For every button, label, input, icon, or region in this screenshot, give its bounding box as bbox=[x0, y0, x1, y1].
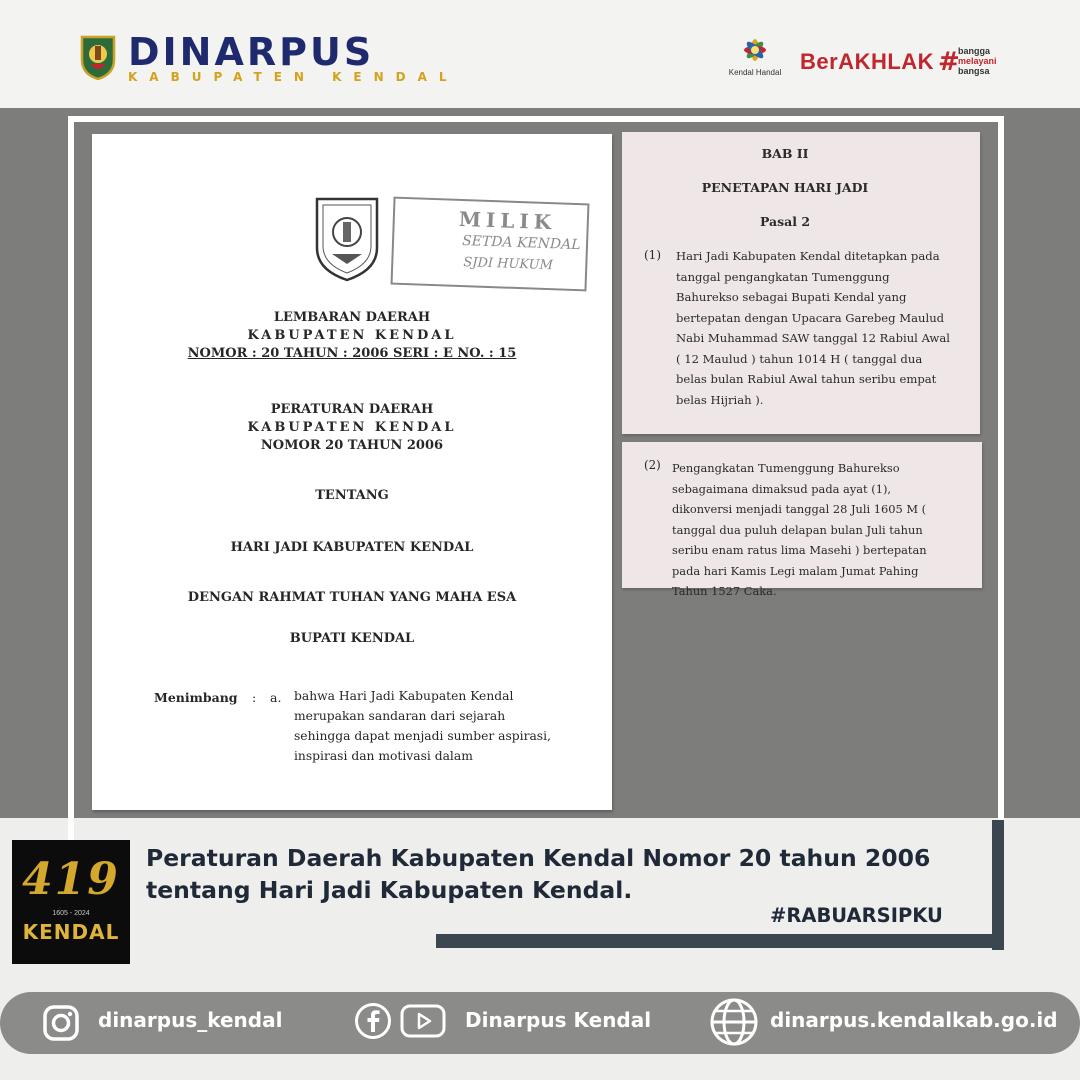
hashtag: #RABUARSIPKU bbox=[770, 904, 943, 927]
doc-rahmat: DENGAN RAHMAT TUHAN YANG MAHA ESA bbox=[187, 590, 517, 605]
caption-line-1: Peraturan Daerah Kabupaten Kendal Nomor 20 tahun 2006 bbox=[146, 844, 931, 872]
anniversary-number: 419 bbox=[22, 854, 120, 905]
doc-ayat-1-number: (1) bbox=[644, 248, 661, 262]
header bbox=[0, 0, 1080, 108]
brand-name: DINARPUS bbox=[128, 30, 375, 74]
frame-accent-right bbox=[992, 820, 1004, 950]
anniversary-name: KENDAL bbox=[22, 920, 120, 944]
brand-subtitle: KABUPATEN KENDAL bbox=[128, 70, 459, 84]
document-scan-ayat-2 bbox=[622, 442, 982, 598]
doc-bab-heading: BAB II bbox=[761, 146, 809, 161]
archive-stamp: MILIK SETDA KENDAL SJDI HUKUM bbox=[391, 197, 590, 292]
doc-kabupaten-kendal-1: KABUPATEN KENDAL bbox=[247, 328, 457, 343]
doc-menimbang-label: Menimbang bbox=[154, 690, 238, 705]
facebook-icon[interactable] bbox=[354, 1002, 392, 1040]
doc-lembaran-daerah: LEMBARAN DAERAH bbox=[273, 310, 431, 325]
document-scan-main bbox=[92, 134, 612, 810]
kendal-handal-label: Kendal Handal bbox=[728, 68, 782, 77]
doc-bupati: BUPATI KENDAL bbox=[289, 631, 415, 646]
youtube-icon[interactable] bbox=[400, 1004, 446, 1038]
instagram-handle[interactable]: dinarpus_kendal bbox=[98, 1008, 283, 1032]
instagram-icon[interactable] bbox=[42, 1004, 80, 1042]
doc-menimbang-point: a. bbox=[270, 690, 282, 705]
doc-penetapan-heading: PENETAPAN HARI JADI bbox=[701, 180, 869, 195]
doc-ayat-2-number: (2) bbox=[644, 458, 661, 472]
anniversary-badge bbox=[12, 840, 130, 964]
doc-kabupaten-kendal-2: KABUPATEN KENDAL bbox=[247, 420, 457, 435]
kendal-crest-icon bbox=[78, 34, 118, 80]
doc-nomor: NOMOR 20 TAHUN 2006 bbox=[260, 438, 444, 453]
caption-line-2: tentang Hari Jadi Kabupaten Kendal. bbox=[146, 876, 633, 904]
doc-pasal-heading: Pasal 2 bbox=[759, 214, 811, 229]
document-scan-pasal-2 bbox=[622, 132, 980, 434]
doc-ayat-2-text: Pengangkatan Tumenggung Bahurekso sebagaimana dimaksud pada ayat (1), dikonversi menjadi tanggal 28 Juli 1605 M ( tanggal dua puluh delapan bulan Juli tahun seribu enam ratus lima Masehi ) bertepatan pada hari Kamis Legi malam Jumat Pahing Tahun 1527 Caka. bbox=[672, 461, 927, 598]
doc-peraturan-daerah: PERATURAN DAERAH bbox=[270, 402, 434, 417]
website-url[interactable]: dinarpus.kendalkab.go.id bbox=[770, 1008, 1058, 1032]
social-account-name[interactable]: Dinarpus Kendal bbox=[465, 1008, 652, 1032]
berakhlak-logo: BerAKHLAK bbox=[800, 49, 935, 74]
globe-icon[interactable] bbox=[708, 996, 760, 1048]
frame-accent-bottom bbox=[436, 934, 1004, 948]
doc-menimbang-text: bahwa Hari Jadi Kabupaten Kendal merupakan sandaran dari sejarah sehingga dapat menjadi sumber aspirasi, inspirasi dan motivasi dalam bbox=[294, 689, 551, 763]
anniversary-years: 1605 - 2024 bbox=[52, 910, 90, 917]
doc-ayat-1-text: Hari Jadi Kabupaten Kendal ditetapkan pada tanggal pengangkatan Tumenggung Bahurekso sebagai Bupati Kendal yang bertepatan dengan Upacara Garebeg Maulud Nabi Muhammad SAW tanggal 12 Rabiul Awal ( 12 Maulud ) tahun 1014 H ( tanggal dua belas bulan Rabiul Awal tahun seribu empat belas Hijriah ). bbox=[676, 249, 950, 407]
doc-tentang: TENTANG bbox=[315, 488, 389, 503]
svg-text:#: # bbox=[938, 47, 960, 77]
post-caption bbox=[146, 842, 946, 906]
regency-seal-icon bbox=[314, 196, 380, 282]
bangga-melayani-bangsa-text: bangga melayani bangsa bbox=[958, 46, 997, 76]
doc-menimbang-colon: : bbox=[252, 690, 257, 705]
doc-hari-jadi-title: HARI JADI KABUPATEN KENDAL bbox=[230, 540, 474, 555]
doc-nomor-seri: NOMOR : 20 TAHUN : 2006 SERI : E NO. : 15 bbox=[187, 346, 517, 361]
